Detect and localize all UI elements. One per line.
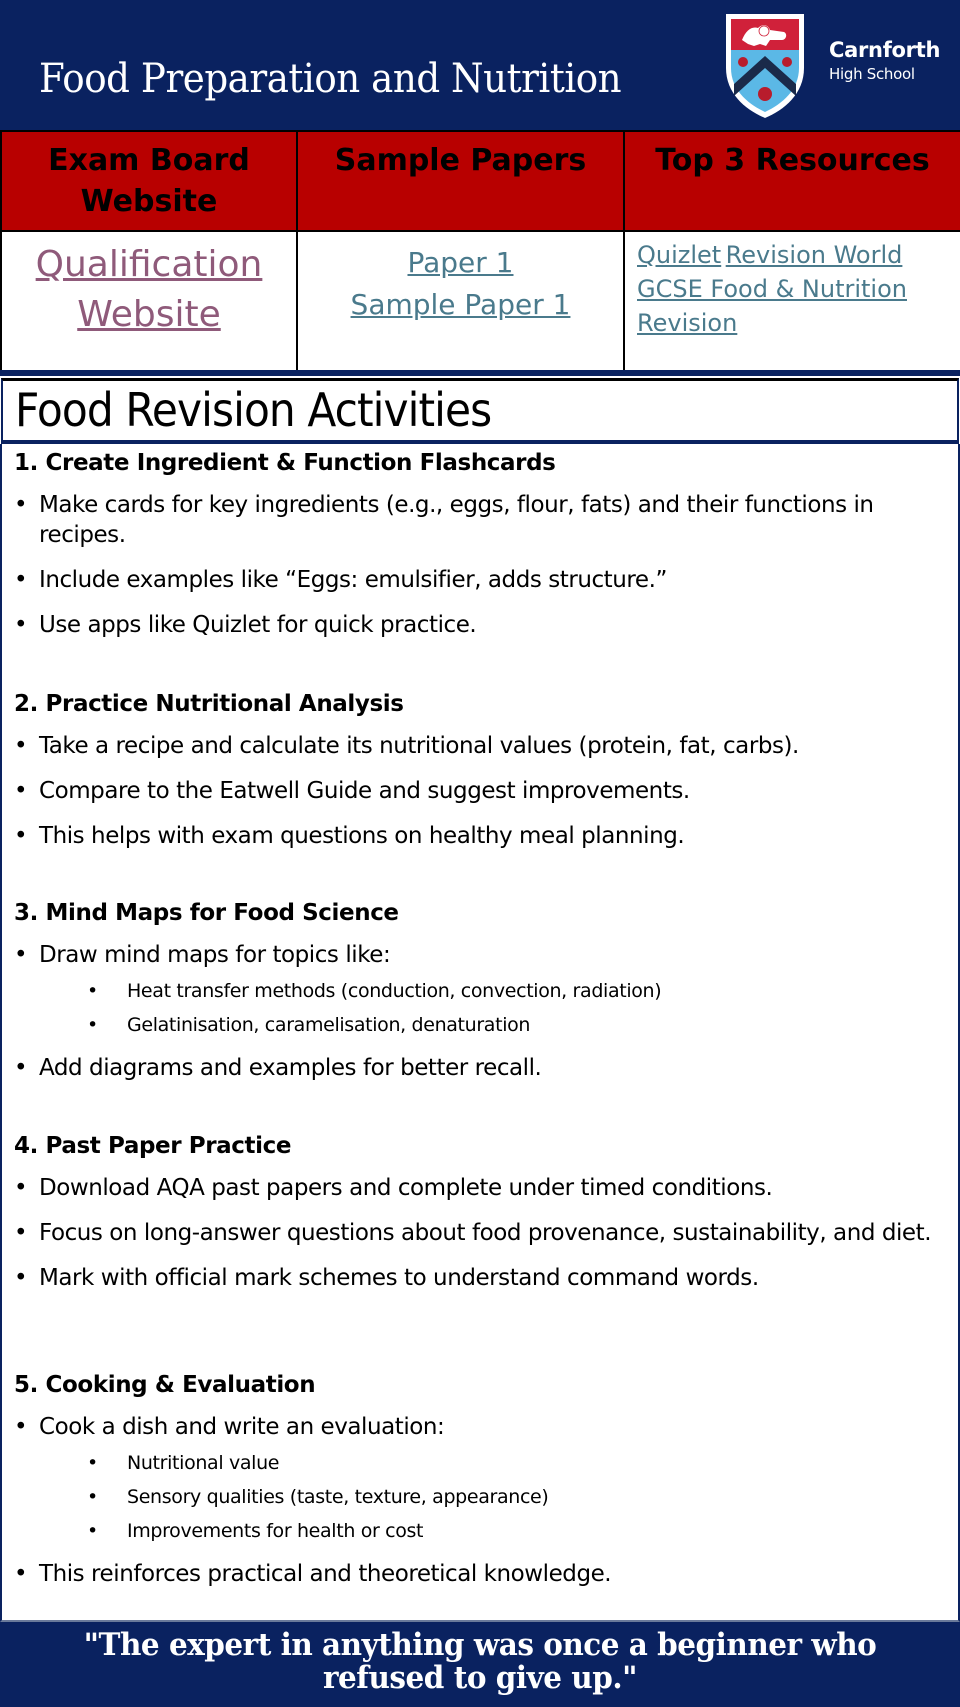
revision-world-link[interactable]: Revision World: [725, 241, 903, 269]
header-exam-board: Exam Board Website: [1, 131, 297, 231]
table-header-row: [1, 131, 960, 231]
sample-papers-cell: [297, 231, 624, 371]
qualification-website-link[interactable]: Qualification Website: [35, 244, 263, 335]
resources-table: [0, 130, 960, 372]
bullet-list: [14, 1173, 934, 1293]
sub-bullet-item: • Heat transfer methods (conduction, convection, radiation): [14, 978, 934, 1004]
bullet-item: • Add diagrams and examples for better recall.: [14, 1053, 934, 1083]
activity-1: [14, 448, 934, 640]
bullet-item: • Include examples like “Eggs: emulsifier, adds structure.”: [14, 565, 934, 595]
sub-bullet-item: • Gelatinisation, caramelisation, denaturation: [14, 1012, 934, 1038]
quizlet-link[interactable]: Quizlet: [637, 241, 722, 269]
school-name: Carnforth: [829, 38, 941, 62]
sample-paper-1-link[interactable]: Sample Paper 1: [350, 288, 571, 321]
bullet-item: • This reinforces practical and theoretical knowledge.: [14, 1559, 934, 1589]
footer-quote-band: [0, 1622, 960, 1707]
header-sample-papers: Sample Papers: [297, 131, 624, 231]
bullet-list: [14, 731, 934, 851]
gcse-food-nutrition-revision-link[interactable]: GCSE Food & Nutrition Revision: [637, 275, 907, 337]
top-resources-cell: [624, 231, 960, 371]
activity-5: [14, 1370, 934, 1589]
bullet-item: • Compare to the Eatwell Guide and suggest improvements.: [14, 776, 934, 806]
motivational-quote: "The expert in anything was once a beginner who refused to give up.": [83, 1627, 877, 1696]
activities-panel: [0, 444, 960, 1622]
header-top-resources: Top 3 Resources: [624, 131, 960, 231]
sub-bullet-item: • Nutritional value: [14, 1450, 934, 1476]
school-crest-icon: [722, 10, 808, 122]
activity-2: [14, 689, 934, 851]
school-subtitle: High School: [829, 65, 915, 83]
page-header: [0, 0, 960, 130]
activity-4: [14, 1131, 934, 1293]
bullet-list: [14, 1412, 934, 1589]
paper-1-link[interactable]: Paper 1: [407, 246, 514, 279]
bullet-item: • Download AQA past papers and complete under timed conditions.: [14, 1173, 934, 1203]
section-title-box: [1, 378, 959, 444]
bullet-item: • Take a recipe and calculate its nutritional values (protein, fat, carbs).: [14, 731, 934, 761]
bullet-item: • Make cards for key ingredients (e.g., eggs, flour, fats) and their functions in recipes.: [14, 490, 934, 550]
activity-heading: 5. Cooking & Evaluation: [14, 1372, 316, 1398]
divider: [0, 370, 960, 376]
table-links-row: [1, 231, 960, 371]
bullet-item: • Cook a dish and write an evaluation:: [14, 1412, 934, 1442]
bullet-list: [14, 940, 934, 1083]
activity-heading: 3. Mind Maps for Food Science: [14, 900, 399, 926]
page-title: Food Preparation and Nutrition: [39, 56, 622, 102]
bullet-list: [14, 490, 934, 640]
activity-3: [14, 898, 934, 1083]
activity-heading: 1. Create Ingredient & Function Flashcards: [14, 450, 556, 476]
section-title: Food Revision Activities: [15, 383, 492, 437]
sub-bullet-item: • Sensory qualities (taste, texture, appearance): [14, 1484, 934, 1510]
bullet-item: • Focus on long-answer questions about food provenance, sustainability, and diet.: [14, 1218, 934, 1248]
bullet-item: • Mark with official mark schemes to understand command words.: [14, 1263, 934, 1293]
bullet-item: • Draw mind maps for topics like:: [14, 940, 934, 970]
sub-bullet-item: • Improvements for health or cost: [14, 1518, 934, 1544]
exam-board-cell: [1, 231, 297, 371]
activity-heading: 2. Practice Nutritional Analysis: [14, 691, 404, 717]
bullet-item: • This helps with exam questions on healthy meal planning.: [14, 821, 934, 851]
activity-heading: 4. Past Paper Practice: [14, 1133, 292, 1159]
bullet-item: • Use apps like Quizlet for quick practice.: [14, 610, 934, 640]
